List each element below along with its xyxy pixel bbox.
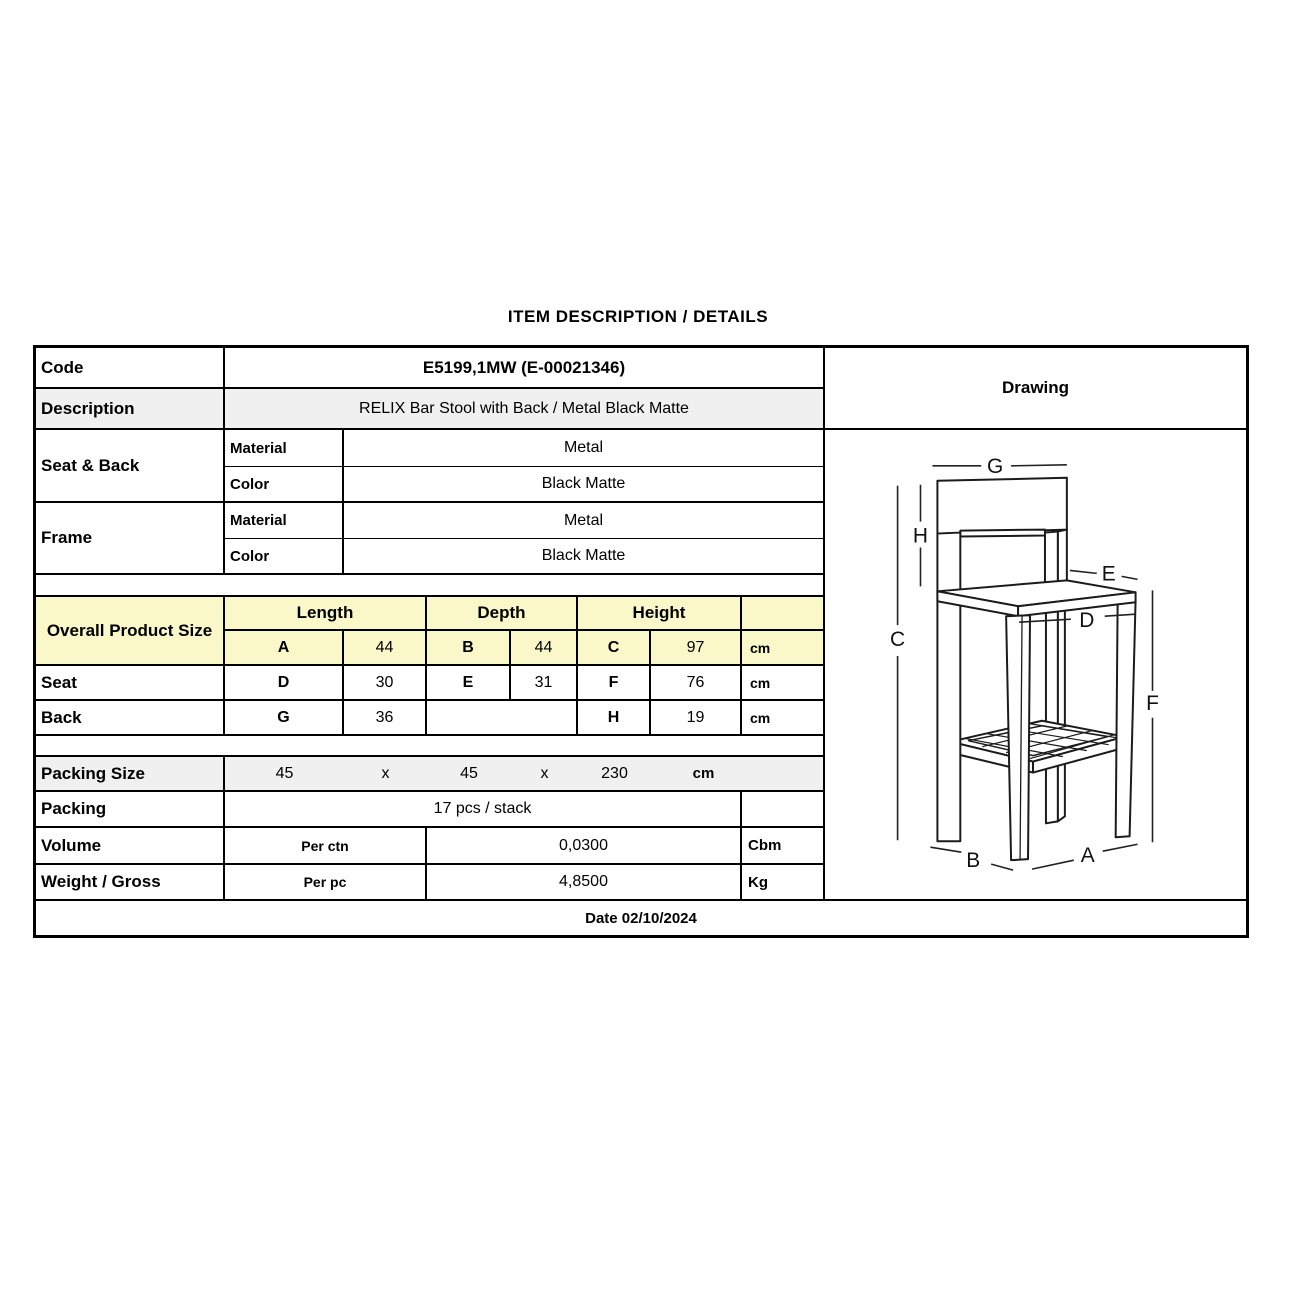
dim-f-value: 76	[651, 666, 742, 701]
drawing-cell	[825, 430, 1246, 901]
depth-header: Depth	[427, 597, 578, 631]
dim-g-value: 36	[344, 701, 427, 736]
dim-label-c: C	[890, 628, 906, 652]
dim-label-e: E	[1101, 562, 1116, 586]
packing-label: Packing	[36, 792, 225, 828]
dim-f-label: F	[578, 666, 651, 701]
seat-back-color-value: Black Matte	[344, 467, 825, 503]
dim-c-label: C	[578, 631, 651, 666]
back-row-empty	[427, 701, 578, 736]
dim-h-label: H	[578, 701, 651, 736]
packing-size-unit: cm	[692, 765, 715, 782]
packing-size-x1: x	[381, 764, 390, 782]
size-header-empty	[742, 597, 825, 631]
dim-label-b: B	[966, 849, 981, 873]
frame-color-value: Black Matte	[344, 539, 825, 575]
volume-unit: Cbm	[742, 828, 825, 865]
volume-per: Per ctn	[225, 828, 427, 865]
dim-d-value: 30	[344, 666, 427, 701]
spacer-row	[36, 736, 825, 757]
page-title: ITEM DESCRIPTION / DETAILS	[507, 307, 769, 326]
dim-b-value: 44	[511, 631, 578, 666]
dim-label-g: G	[987, 454, 1004, 478]
packing-size-label: Packing Size	[36, 757, 225, 792]
weight-label: Weight / Gross	[36, 865, 225, 901]
drawing-header: Drawing	[825, 348, 1246, 430]
packing-size-v1: 45	[275, 764, 294, 782]
back-unit: cm	[742, 701, 825, 736]
volume-label: Volume	[36, 828, 225, 865]
weight-per: Per pc	[225, 865, 427, 901]
dim-c-value: 97	[651, 631, 742, 666]
volume-value: 0,0300	[427, 828, 742, 865]
dim-b-label: B	[427, 631, 511, 666]
frame-material-value: Metal	[344, 503, 825, 539]
dim-g-label: G	[225, 701, 344, 736]
dim-e-value: 31	[511, 666, 578, 701]
spacer-row	[36, 575, 825, 597]
spec-table	[33, 345, 1249, 938]
height-header: Height	[578, 597, 742, 631]
dim-a-label: A	[225, 631, 344, 666]
packing-size-v2: 45	[460, 764, 478, 782]
weight-value: 4,8500	[427, 865, 742, 901]
code-value: E5199,1MW (E-00021346)	[225, 348, 825, 389]
dim-d-label: D	[225, 666, 344, 701]
weight-unit: Kg	[742, 865, 825, 901]
description-label: Description	[36, 389, 225, 430]
seat-back-material-value: Metal	[344, 430, 825, 467]
dim-label-d: D	[1079, 609, 1095, 633]
packing-size-values	[225, 757, 825, 792]
packing-size-v3: 230	[601, 764, 628, 782]
frame-label: Frame	[36, 503, 225, 575]
packing-value: 17 pcs / stack	[225, 792, 742, 828]
overall-unit: cm	[742, 631, 825, 666]
frame-material-label: Material	[225, 503, 344, 539]
seat-back-material-label: Material	[225, 430, 344, 467]
seat-unit: cm	[742, 666, 825, 701]
length-header: Length	[225, 597, 427, 631]
seat-row-label: Seat	[36, 666, 225, 701]
dim-h-value: 19	[651, 701, 742, 736]
back-row-label: Back	[36, 701, 225, 736]
code-label: Code	[36, 348, 225, 389]
packing-unit-empty	[742, 792, 825, 828]
stool-drawing	[825, 430, 1246, 899]
seat-back-label: Seat & Back	[36, 430, 225, 503]
dim-label-f: F	[1146, 691, 1159, 715]
overall-size-label: Overall Product Size	[36, 597, 225, 666]
dim-a-value: 44	[344, 631, 427, 666]
dim-label-h: H	[912, 524, 929, 548]
frame-color-label: Color	[225, 539, 344, 575]
packing-size-x2: x	[540, 764, 549, 782]
date-row: Date 02/10/2024	[585, 909, 697, 927]
seat-back-color-label: Color	[225, 467, 344, 503]
dim-e-label: E	[427, 666, 511, 701]
dim-label-a: A	[1080, 844, 1095, 868]
description-value: RELIX Bar Stool with Back / Metal Black Matte	[225, 389, 825, 430]
